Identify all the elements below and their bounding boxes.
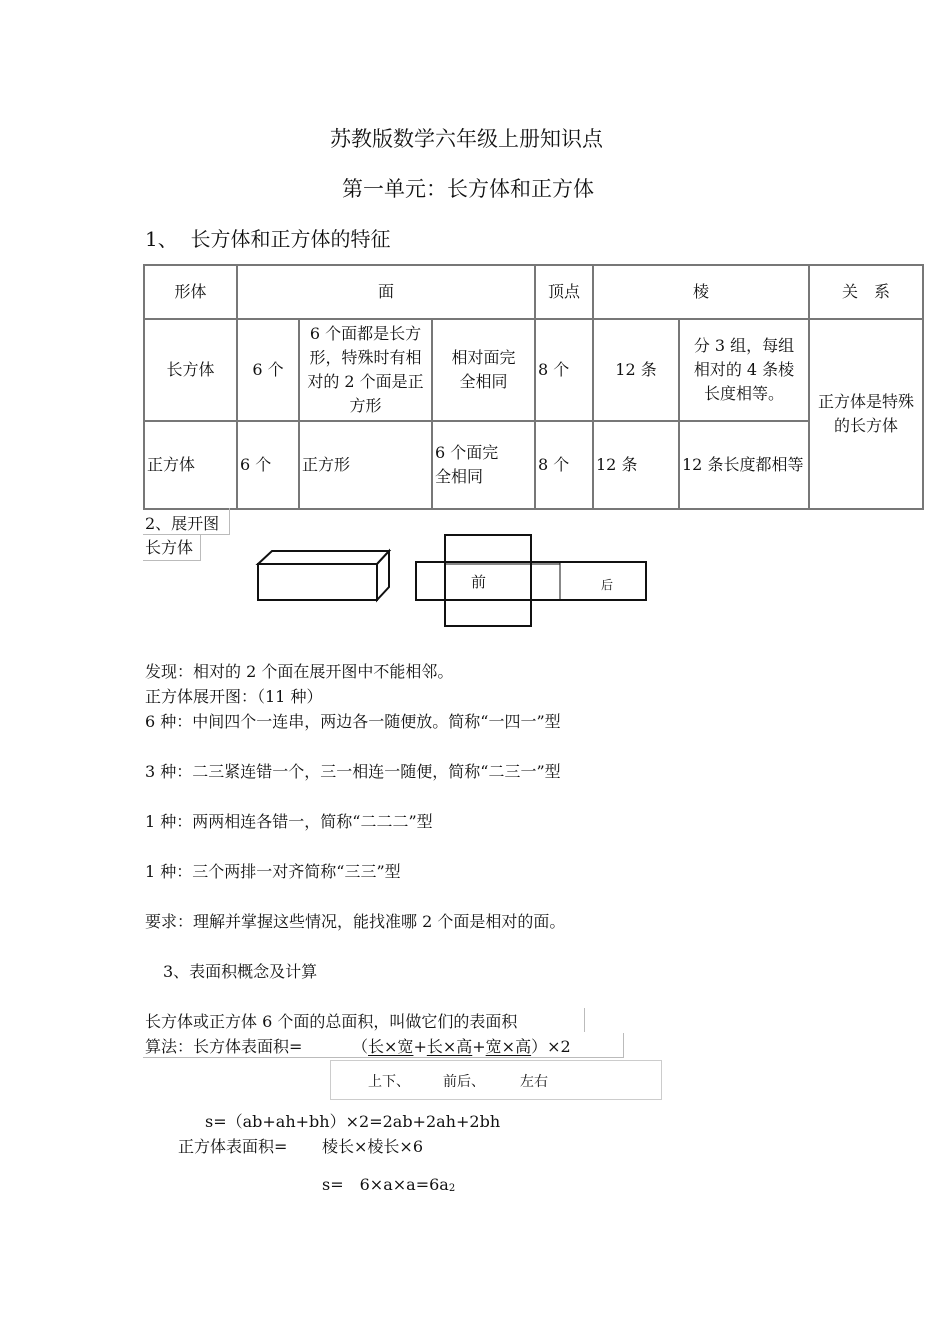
table-row-cube [144,421,923,509]
cuboid-edges-count: 12 条 [593,319,679,421]
cuboid-vertices: 8 个 [535,319,593,421]
cuboid-net-drawing [414,534,650,628]
note-left-right: 左右 [520,1074,548,1090]
section-3-heading: 3、表面积概念及计算 [163,962,318,981]
header-edges: 棱 [593,265,809,319]
header-shape: 形体 [144,265,237,319]
cube-nets-title: 正方体展开图：（11 种） [145,687,323,706]
cuboid-name: 长方体 [144,319,237,421]
finding-text: 发现：相对的 2 个面在展开图中不能相邻。 [145,662,454,681]
cuboid-edges-relation: 分 3 组，每组相对的 4 条棱长度相等。 [679,319,809,421]
cube-edges-relation: 12 条长度都相等 [679,421,809,509]
header-relation: 关 系 [809,265,923,319]
term-length-height: 长×高 [426,1037,473,1056]
relation-cell: 正方体是特殊的长方体 [809,319,923,509]
net-front-label: 前 [471,573,487,591]
cube-faces-count: 6 个 [237,421,299,509]
cube-formula-exponent: 2 [448,1183,456,1194]
table-header-row [144,265,923,319]
cube-faces-shape: 正方形 [299,421,432,509]
surface-area-definition: 长方体或正方体 6 个面的总面积，叫做它们的表面积 [145,1012,518,1031]
cube-edges-count: 12 条 [593,421,679,509]
method-box [143,1033,624,1058]
net-type-141: 6 种：中间四个一连串，两边各一随便放。简称“一四一”型 [145,712,561,731]
requirement-text: 要求：理解并掌握这些情况，能找准哪 2 个面是相对的面。 [145,912,566,931]
net-back-label: 后 [601,578,614,592]
cube-surface-words: 棱长×棱长×6 [322,1137,423,1156]
header-faces: 面 [237,265,535,319]
note-front-back: 前后、 [443,1074,485,1090]
net-type-231: 3 种：二三紧连错一个，三一相连一随便，简称“二三一”型 [145,762,561,781]
note-top-bottom: 上下、 [368,1074,410,1090]
unit-title: 第一单元：长方体和正方体 [342,177,594,201]
cuboid-3d-drawing [255,548,390,604]
header-vertices: 顶点 [535,265,593,319]
cuboid-surface-formula: s=（ab+ah+bh）×2=2ab+2ah+2bh [205,1112,501,1131]
cuboid-faces-relation: 相对面完全相同 [432,319,535,421]
cuboid-net-label-box [143,534,201,561]
method-formula: （长×宽+长×高+宽×高）×2 [352,1037,571,1056]
section-2-heading-box [143,508,230,535]
term-width-height: 宽×高 [485,1037,532,1056]
cuboid-faces-shape: 6 个面都是长方形，特殊时有相对的 2 个面是正方形 [299,319,432,421]
document-title: 苏教版数学六年级上册知识点 [330,127,603,151]
definition-box [143,1008,585,1032]
cuboid-net-label: 长方体 [145,538,194,557]
term-length-width: 长×宽 [368,1037,414,1056]
section-2-heading: 2、展开图 [145,514,220,533]
cube-vertices: 8 个 [535,421,593,509]
table-row-cuboid [144,319,923,421]
features-table [143,264,924,510]
net-type-222: 1 种：两两相连各错一，简称“二二二”型 [145,812,433,831]
section-1-heading: 1、 长方体和正方体的特征 [145,227,391,251]
cuboid-faces-count: 6 个 [237,319,299,421]
cube-faces-relation: 6 个面完全相同 [432,421,535,509]
cube-name: 正方体 [144,421,237,509]
method-label: 算法：长方体表面积= [145,1037,303,1056]
cube-formula-main: s= 6×a×a=6a [322,1175,449,1194]
cube-surface-formula [322,1172,455,1195]
cube-surface-label: 正方体表面积= [178,1137,288,1156]
net-type-33: 1 种：三个两排一对齐简称“三三”型 [145,862,401,881]
